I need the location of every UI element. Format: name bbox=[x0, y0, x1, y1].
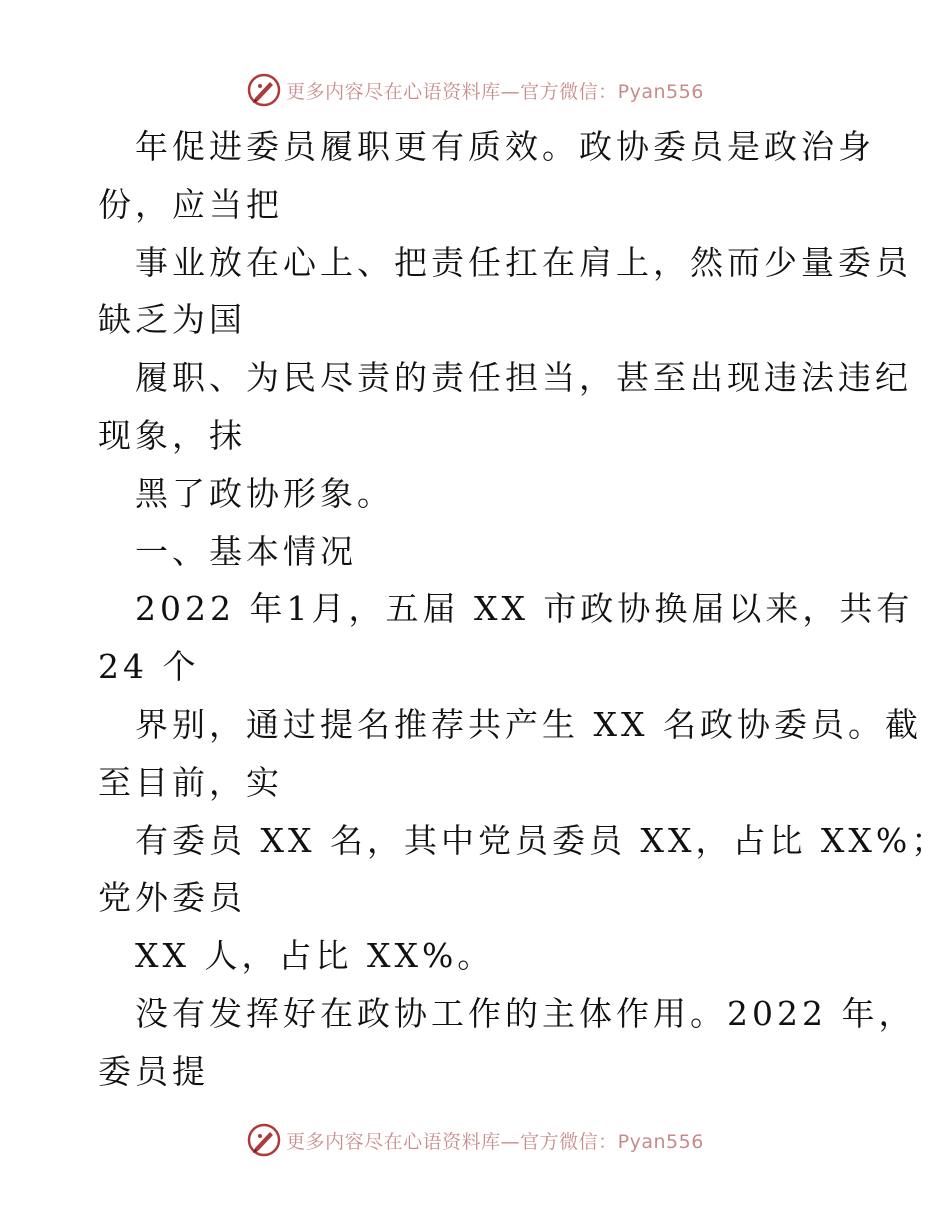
paragraph-line: 缺乏为国 bbox=[98, 300, 246, 340]
watermark-footer bbox=[0, 1120, 950, 1160]
paragraph-line: 24 个 bbox=[98, 647, 200, 687]
document-body bbox=[98, 118, 949, 1101]
paragraph-line: 履职、为民尽责的责任担当，甚至出现违法违纪 bbox=[135, 358, 912, 398]
paragraph-line: 2022 年1月，五届 XX 市政协换届以来，共有 bbox=[135, 589, 914, 629]
paragraph-line: 年促进委员履职更有质效。政协委员是政治身 bbox=[135, 127, 875, 166]
paragraph-line: 界别，通过提名推荐共产生 XX 名政协委员。截 bbox=[135, 704, 922, 744]
paragraph-line: 至目前，实 bbox=[98, 762, 283, 802]
paragraph-line: 没有发挥好在政协工作的主体作用。2022 年， bbox=[135, 993, 916, 1033]
paragraph-line: XX 人，占比 XX%。 bbox=[135, 936, 495, 976]
paragraph-line: 黑了政协形象。 bbox=[135, 473, 394, 513]
watermark-text: 更多内容尽在心语资料库—官方微信：Pyan556 bbox=[286, 80, 704, 103]
pen-logo-icon bbox=[246, 1122, 282, 1158]
section-heading: 一、基本情况 bbox=[135, 531, 357, 571]
paragraph-line: 事业放在心上、把责任扛在肩上，然而少量委员 bbox=[135, 242, 912, 282]
paragraph-line: 委员提 bbox=[98, 1051, 209, 1091]
paragraph-line: 现象，抹 bbox=[98, 415, 246, 455]
pen-logo-icon bbox=[246, 72, 282, 108]
watermark-text: 更多内容尽在心语资料库—官方微信：Pyan556 bbox=[286, 1130, 704, 1153]
watermark-header bbox=[0, 70, 950, 110]
paragraph-line: 有委员 XX 名，其中党员委员 XX，占比 XX%； bbox=[135, 820, 949, 860]
paragraph-line: 份，应当把 bbox=[98, 184, 283, 224]
paragraph-line: 党外委员 bbox=[98, 878, 246, 918]
